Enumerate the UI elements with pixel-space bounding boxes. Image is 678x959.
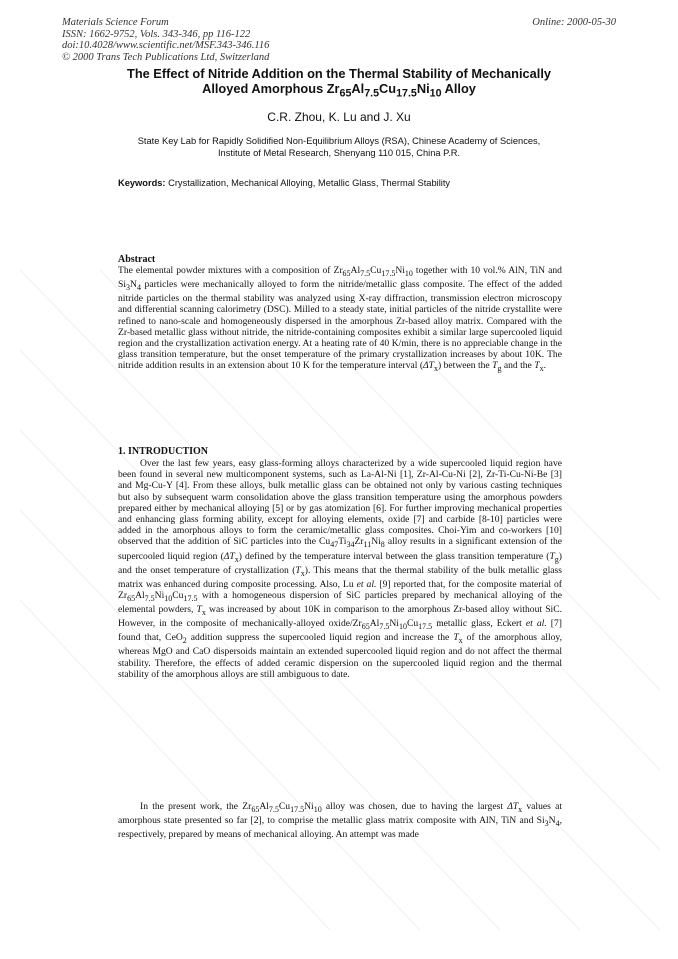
journal-name: Materials Science Forum <box>62 17 169 28</box>
journal-header <box>62 17 269 63</box>
introduction-paragraph-2: In the present work, the $Zr_{65}Al_{7.5}Cu_{17.5}Ni_{10}$ alloy was chosen, due to having the largest $\Delta T_x$ values at amorphous state presented so far [2], to comprise the metallic glass matrix composite with AlN, TiN and $Si_3N_4$, respectively, prepared by means of mechanical alloying. An attempt was made <box>118 801 562 841</box>
copyright-line: © 2000 Trans Tech Publications Ltd, Switzerland <box>62 51 270 63</box>
keywords-label: Keywords: <box>118 178 166 188</box>
paper-title <box>60 66 618 102</box>
keywords <box>118 178 450 188</box>
affiliation: State Key Lab for Rapidly Solidified Non-Equilibrium Alloys (RSA), Chinese Academy of Sciences, Institute of Metal Research, Shenyang 110 015, China P.R. <box>137 136 541 158</box>
abstract-heading: Abstract <box>118 254 156 265</box>
doi-link[interactable]: doi:10.4028/www.scientific.net/MSF.343-346.116 <box>62 40 270 51</box>
title-line-2: Alloyed Amorphous $Zr_{65}Al_{7.5}Cu_{17.5}Ni_{10}$ Alloy <box>202 81 476 100</box>
introduction-heading: 1. INTRODUCTION <box>118 446 209 457</box>
keywords-list: Crystallization, Mechanical Alloying, Metallic Glass, Thermal Stability <box>168 178 451 188</box>
authors: C.R. Zhou, K. Lu and J. Xu <box>267 110 411 124</box>
introduction-paragraph-1: Over the last few years, easy glass-forming alloys characterized by a wide supercooled liquid region have been found in several new multicomponent systems, such as La-Al-Ni [1], Zr-Al-Cu-Ni [2], Zr-Ti-Cu-Ni-Be [3] and Mg-Cu-Y [4]. From these alloys, bulk metallic glass can be obtained not only by various casting techniques but also by subsequent warm consolidation above the glass transition temperature using the amorphous powders prepared either by mechanical alloying [5] or by gas atomization [6]. For further improving mechanical properties and enhancing glass forming ability, except for alloying elements, oxide [7] and carbide [8-10] particles were added in the amorphous alloys to form the ceramic/metallic glass composites. Choi-Yim and co-workers [10] observed that the addition of SiC particles into the $Cu_{47}Ti_{34}Zr_{11}Ni_8$ alloy results in a significant extension of the supercooled liquid region $(\Delta T_x)$ defined by the temperature interval between the glass transition temperature $(T_g)$ and the onset temperature of crystallization $(T_x)$. This means that the thermal stability of the bulk metallic glass matrix was enhanced during composite processing. Also, Lu et al. [9] reported that, for the composite material of $Zr_{65}Al_{7.5}Ni_{10}Cu_{17.5}$ with a homogeneous dispersion of SiC particles prepared by mechanical alloying of the elemental powders, $T_x$ was increased by about 10K in comparison to the amorphous Zr-based alloy without SiC. However, in the composite of mechanically-alloyed oxide/$Zr_{65}Al_{7.5}Ni_{10}Cu_{17.5}$ metallic glass, Eckert et al. [7] found that, CeO$_2$ addition suppress the supercooled liquid region and increase the $T_x$ of the amorphous alloy, whereas MgO and CaO dispersoids maintain an extended supercooled liquid region and do not affect the thermal stability. Therefore, the effects of added ceramic dispersion on the supercooled liquid region and the thermal stability of the amorphous alloys are still ambiguous to date. <box>118 458 563 680</box>
title-line-1: The Effect of Nitride Addition on the Thermal Stability of Mechanically <box>127 66 551 81</box>
online-date: Online: 2000-05-30 <box>532 17 616 28</box>
issn-line: ISSN: 1662-9752, Vols. 343-346, pp 116-122 <box>62 28 251 40</box>
abstract-text: The elemental powder mixtures with a composition of $Zr_{65}Al_{7.5}Cu_{17.5}Ni_{10}$ together with 10 vol.% AlN, TiN and $Si_3N_4$ particles were mechanically alloyed to form the nitride/metallic glass composite. The effect of the added nitride particles on the thermal stability was analyzed using X-ray diffraction, transmission electron microscopy and differential scanning calorimetry (DSC). Milled to a steady state, initial particles of the nitride crystallite were refined to nano-scale and homogeneously dispersed in the amorphous Zr-based alloy matrix. Compared with the Zr-based metallic glass without nitride, the nitride-containing composites exhibit a similar large supercooled liquid region and the crystallization activation energy. At a heating rate of 40 K/min, there is no appreciable change in the glass transition temperature, but the onset temperature of the primary crystallization increases by about 10K. The nitride addition results in an extension about 10 K for the temperature interval $(\Delta T_x)$ between the $T_g$ and the $T_x$. <box>118 265 562 374</box>
